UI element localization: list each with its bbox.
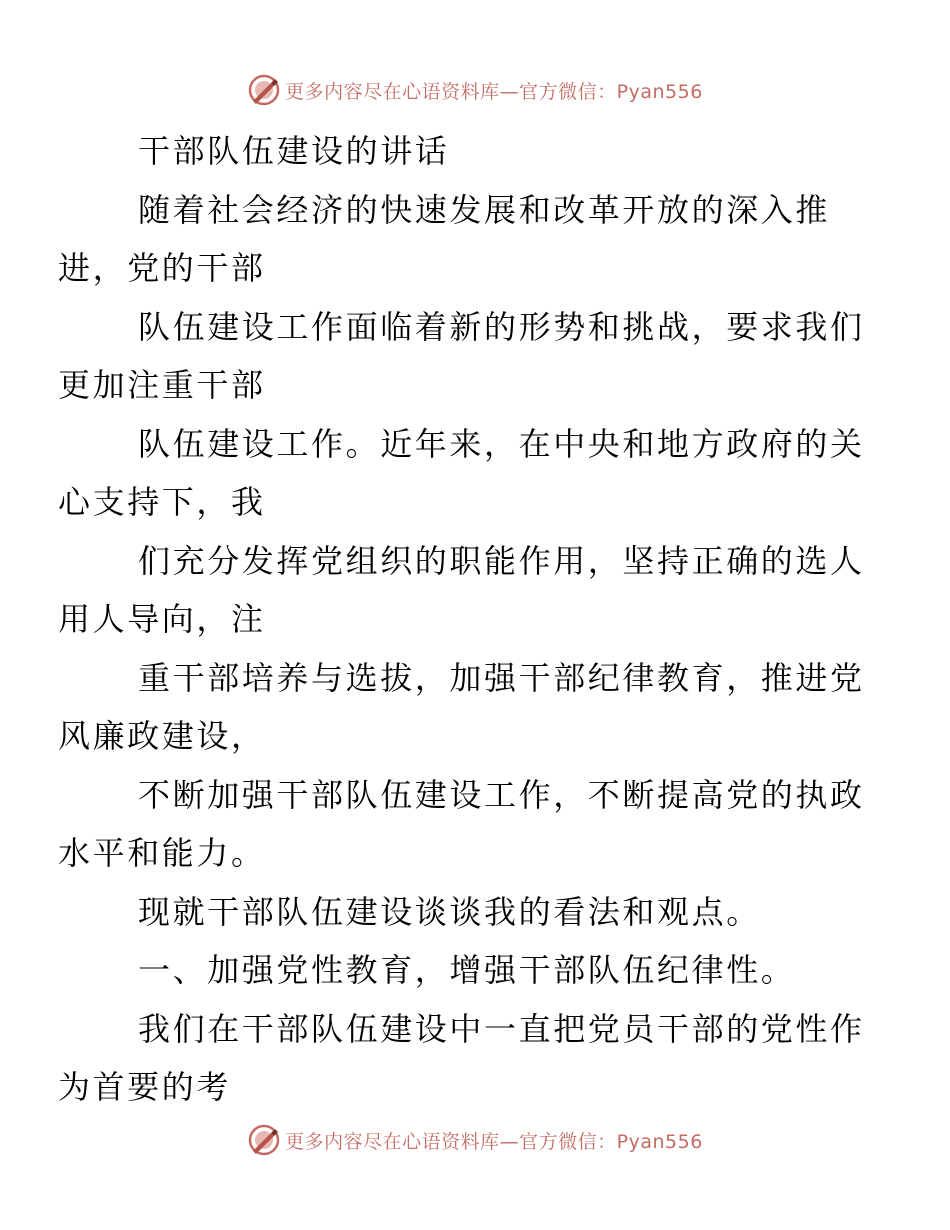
paragraph xyxy=(58,1000,865,1117)
pen-logo-icon xyxy=(247,1123,281,1157)
paragraph-continuation-line: 心支持下，我 xyxy=(58,483,266,521)
paragraph xyxy=(58,532,865,649)
document-body xyxy=(58,122,865,1117)
paragraph xyxy=(58,766,865,883)
paragraph-line: 一、加强党性教育，增强干部队伍纪律性。 xyxy=(138,951,796,989)
paragraph-continuation-line: 进，党的干部 xyxy=(58,249,266,287)
paragraph-line: 队伍建设工作。近年来，在中央和地方政府的关 xyxy=(138,424,865,463)
paragraph-line: 重干部培养与选拔，加强干部纪律教育，推进党 xyxy=(138,658,865,697)
paragraph-line: 不断加强干部队伍建设工作，不断提高党的执政 xyxy=(138,775,865,814)
paragraph-continuation-line: 风廉政建设， xyxy=(58,717,266,755)
paragraph xyxy=(98,883,858,942)
paragraph-continuation-line: 为首要的考 xyxy=(58,1068,232,1106)
pen-logo-icon xyxy=(247,73,281,107)
footer-watermark xyxy=(0,1120,950,1160)
paragraph-continuation-line: 用人导向，注 xyxy=(58,600,266,638)
paragraph xyxy=(58,649,865,766)
paragraph-line: 们充分发挥党组织的职能作用，坚持正确的选人 xyxy=(138,541,865,580)
paragraph xyxy=(58,298,865,415)
paragraph-line: 现就干部队伍建设谈谈我的看法和观点。 xyxy=(138,892,761,931)
watermark-text: 更多内容尽在心语资料库—官方微信：Pyan556 xyxy=(285,1130,703,1153)
watermark-text: 更多内容尽在心语资料库—官方微信：Pyan556 xyxy=(285,80,703,103)
paragraph xyxy=(58,415,865,532)
paragraph-continuation-line: 更加注重干部 xyxy=(58,366,266,404)
header-watermark xyxy=(0,70,950,110)
paragraph-continuation-line: 水平和能力。 xyxy=(58,834,266,872)
paragraph-line: 队伍建设工作面临着新的形势和挑战，要求我们 xyxy=(138,307,865,346)
paragraph xyxy=(98,941,858,1000)
paragraph-line: 干部队伍建设的讲话 xyxy=(138,132,450,170)
paragraph xyxy=(58,181,858,298)
paragraph-line: 我们在干部队伍建设中一直把党员干部的党性作 xyxy=(138,1009,865,1048)
paragraph xyxy=(98,122,858,181)
paragraph-line: 随着社会经济的快速发展和改革开放的深入推 xyxy=(138,190,831,229)
